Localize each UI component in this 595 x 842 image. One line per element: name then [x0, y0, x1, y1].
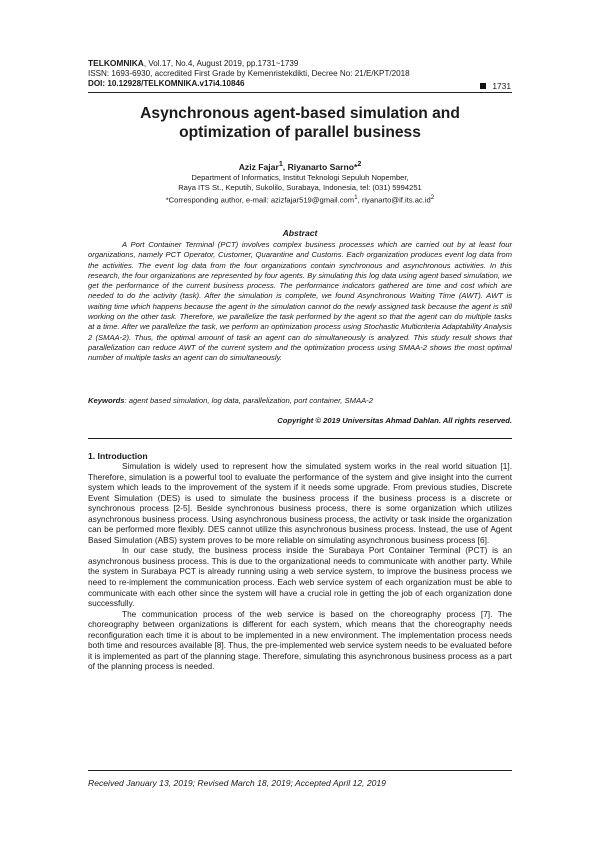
paper-title — [88, 104, 512, 142]
author-separator: , — [282, 161, 288, 172]
paragraph: In our case study, the business process inside the Surabaya Port Container Terminal (PCT) is an asynchronous business process. This is due to the organizational needs to communicate with another party. While the system in Surabaya PCT is already running using a web service system, to improve the business process we need to re-implement the communication process. Each web service system of each organization must be able to communicate with each other since the system will have a crucial role in getting the job of each organization done successfully. — [88, 545, 512, 609]
header-rule — [88, 92, 512, 93]
square-bullet-icon — [480, 83, 486, 89]
paragraph: The communication process of the web service is based on the choreography process [7]. The choreography between organizations is different for each system, which means that the choreography needs reconfiguration each time it is about to be implemented in a new environment. The implementation process needs both time and resources available [8]. Thus, the pre-implemented web service system needs to be evaluated before it is implemented as part of the planning stage. Therefore, simulating this asynchronous business process as a part of the planning process is needed. — [88, 608, 512, 672]
received-dates: Received January 13, 2019; Revised March 18, 2019; Accepted April 12, 2019 — [88, 778, 386, 788]
affiliation-line-3 — [88, 193, 512, 206]
corresponding-email-2: , riyanarto@if.its.ac.id — [357, 195, 431, 205]
journal-name: TELKOMNIKA — [88, 58, 144, 68]
author-1: Aziz Fajar — [238, 161, 279, 172]
copyright: Copyright © 2019 Universitas Ahmad Dahlan. All rights reserved. — [277, 416, 512, 425]
page-number — [480, 81, 511, 91]
introduction-body — [88, 461, 512, 672]
keywords-text: : agent based simulation, log data, parallelization, port container, SMAA-2 — [124, 396, 373, 405]
section-rule — [88, 438, 512, 439]
authors — [88, 160, 512, 172]
abstract-text: A Port Container Terminal (PCT) involves complex business processes which are carried out by at least four organizations, namely PCT Operator, Customer, Quarantine and Customs. Each organization produces event log data from the activities. The event log data from the four organizations contain synchronous and asynchronous activities. In this research, the four organizations are represented by four agents. By simulating this log data using agent based simulation, we get the performance of the current business process. The performance indicators gathered are time and cost which are needed to do the activity (task). After the simulation is complete, we found Asynchronous Waiting Time (AWT). AWT is waiting time which happens because the agent in the simulation cannot do the newly assigned task because the agent is still working on the other task. Therefore, we parallelize the task performed by the agent so that the agent can do multiple tasks at a time. After we parallelize the task, we perform an optimization process using Stochastic Multicriteria Adaptability Analysis 2 (SMAA-2). Thus, the optimal amount of task an agent can do simultaneously is analyzed. This study result shows that parallelization can reduce AWT of the current system and the optimization process using SMAA-2 shows the most optimal number of multiple tasks an agent can do simultaneously. — [88, 240, 512, 363]
paragraph: Simulation is widely used to represent how the simulated system works in the real world situation [1]. Therefore, simulation is a powerful tool to evaluate the performance of the system and give insight into the current system which leads to the improvement of the system if it needs some upgrade. From previous studies, Discrete Event Simulation (DES) is used to simulate the business process if the business process is a discrete or synchronous process [2-5]. Beside synchronous business process, there is some organization which utilizes asynchronous business process. Using asynchronous business process, the activity or task inside the organization can be performed more flexibly. DES cannot utilize this asynchronous business process. Instead, the use of Agent Based Simulation (ABS) system proves to be more reliable on simulating asynchronous business process [6]. — [88, 461, 512, 545]
issn-line: ISSN: 1693-6930, accredited First Grade by Kemenristekdikti, Decree No: 21/E/KPT/2018 — [88, 69, 410, 78]
affiliation — [88, 173, 512, 206]
title-line-1: Asynchronous agent-based simulation and — [140, 105, 460, 122]
abstract-heading: Abstract — [282, 228, 318, 238]
email-sup-2: 2 — [430, 194, 435, 201]
email-sup-1: 1 — [354, 194, 358, 201]
journal-line — [88, 58, 518, 69]
section-heading: 1. Introduction — [88, 451, 148, 461]
corresponding-email-1: *Corresponding author, e-mail: azizfajar519@gmail.com — [165, 195, 355, 205]
journal-header — [88, 58, 518, 89]
title-line-2: optimization of parallel business — [179, 124, 421, 141]
journal-details: , Vol.17, No.4, August 2019, pp.1731~1739 — [143, 59, 299, 68]
affiliation-line-1: Department of Informatics, Institut Teknologi Sepuluh Nopember, — [191, 173, 409, 182]
author-2: Riyanarto Sarno* — [287, 161, 358, 172]
keywords — [88, 396, 512, 405]
author-2-sup: 2 — [357, 160, 362, 168]
doi-line: DOI: 10.12928/TELKOMNIKA.v17i4.10846 — [88, 79, 245, 88]
author-1-sup: 1 — [278, 160, 283, 168]
keywords-label: Keywords — [88, 396, 125, 405]
footer-rule — [88, 770, 512, 771]
affiliation-line-2: Raya ITS St., Keputih, Sukolilo, Surabaya, Indonesia, tel: (031) 5994251 — [178, 183, 422, 192]
page-number-text: 1731 — [492, 81, 511, 91]
